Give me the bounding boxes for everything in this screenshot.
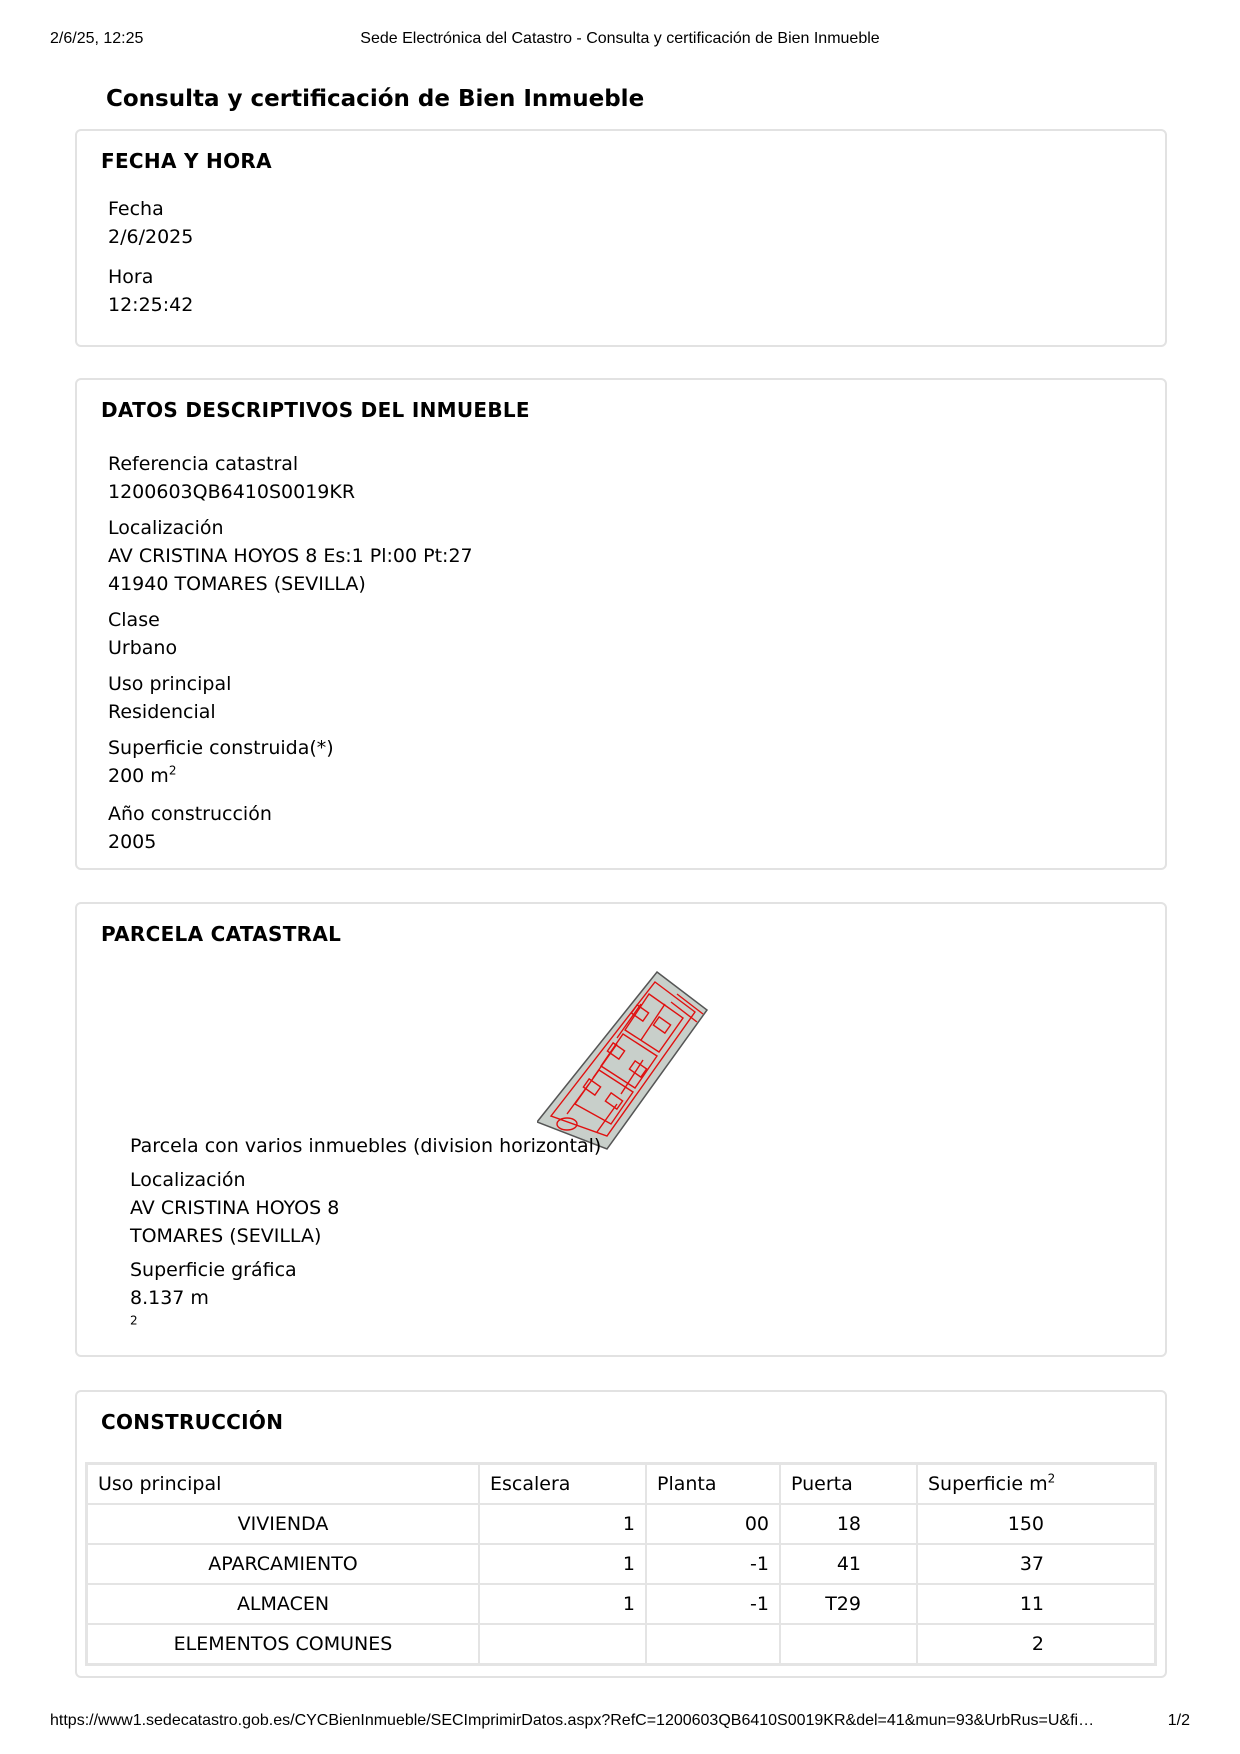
fecha-hora-card	[75, 129, 1167, 347]
cell-planta: -1	[647, 1585, 781, 1625]
parcela-note-field	[130, 1132, 601, 1160]
localizacion-line2: 41940 TOMARES (SEVILLA)	[108, 573, 366, 595]
fecha-field	[108, 195, 193, 251]
col-planta: Planta	[647, 1465, 781, 1505]
superficie-field	[108, 734, 334, 790]
referencia-value: 1200603QB6410S0019KR	[108, 481, 356, 503]
localizacion-label: Localización	[108, 517, 224, 539]
anio-value: 2005	[108, 831, 157, 853]
cell-escalera: 1	[480, 1585, 647, 1625]
parcela-localizacion-line2: TOMARES (SEVILLA)	[130, 1225, 322, 1247]
parcela-localizacion-line1: AV CRISTINA HOYOS 8	[130, 1197, 340, 1219]
print-datetime: 2/6/25, 12:25	[50, 30, 144, 47]
localizacion-line1: AV CRISTINA HOYOS 8 Es:1 Pl:00 Pt:27	[108, 545, 473, 567]
cell-superficie: 37	[918, 1545, 1154, 1585]
uso-field	[108, 670, 231, 726]
cell-superficie: 150	[918, 1505, 1154, 1545]
page-title: Consulta y certificación de Bien Inmueble	[106, 86, 645, 112]
cell-planta: -1	[647, 1545, 781, 1585]
construccion-card	[75, 1390, 1167, 1678]
parcela-superficie-value: 8.137 m	[130, 1287, 209, 1309]
cell-puerta: 18	[781, 1505, 918, 1545]
hora-value: 12:25:42	[108, 294, 194, 316]
cell-uso: APARCAMIENTO	[88, 1545, 480, 1585]
cell-uso: ELEMENTOS COMUNES	[88, 1625, 480, 1663]
parcela-heading: PARCELA CATASTRAL	[101, 922, 342, 946]
clase-label: Clase	[108, 609, 160, 631]
superficie-unit-sup: 2	[168, 763, 177, 778]
parcela-superficie-label: Superficie gráfica	[130, 1259, 297, 1281]
print-url: https://www1.sedecatastro.gob.es/CYCBienInmueble/SECImprimirDatos.aspx?RefC=1200603QB6410S0019KR&del=41&mun=93&UrbRus=U&fi…	[50, 1712, 1095, 1729]
superficie-value-wrap	[108, 762, 334, 790]
col-puerta: Puerta	[781, 1465, 918, 1505]
parcela-superficie-field	[130, 1256, 297, 1340]
uso-label: Uso principal	[108, 673, 232, 695]
cell-escalera	[480, 1625, 647, 1663]
anio-label: Año construcción	[108, 803, 272, 825]
table-header-row	[88, 1465, 1154, 1505]
print-page-number: 1/2	[1167, 1712, 1190, 1729]
cell-superficie: 2	[1031, 1633, 1044, 1655]
cell-puerta: 41	[781, 1545, 918, 1585]
cell-uso: ALMACEN	[88, 1585, 480, 1625]
fecha-hora-heading: FECHA Y HORA	[101, 149, 272, 173]
datos-descriptivos-card	[75, 378, 1167, 870]
referencia-field	[108, 450, 355, 506]
parcela-localizacion-field	[130, 1166, 339, 1250]
parcela-superficie-unit-sup: 2	[130, 1313, 138, 1328]
parcela-note: Parcela con varios inmuebles (division horizontal)	[130, 1135, 602, 1157]
parcela-card	[75, 902, 1167, 1357]
hora-field	[108, 263, 193, 319]
print-footer	[50, 1712, 1190, 1736]
table-row	[88, 1545, 1154, 1585]
fecha-label: Fecha	[108, 198, 164, 220]
table-row	[88, 1625, 1154, 1663]
construccion-heading: CONSTRUCCIÓN	[101, 1410, 284, 1434]
col-uso-principal: Uso principal	[88, 1465, 480, 1505]
cell-planta: 00	[647, 1505, 781, 1545]
hora-label: Hora	[108, 266, 154, 288]
parcela-localizacion-label: Localización	[130, 1169, 246, 1191]
col-superficie-label: Superficie m	[928, 1473, 1048, 1495]
cell-superficie: 11	[918, 1585, 1154, 1625]
referencia-label: Referencia catastral	[108, 453, 299, 475]
clase-value: Urbano	[108, 637, 178, 659]
print-page-title: Sede Electrónica del Catastro - Consulta y certificación de Bien Inmueble	[360, 30, 880, 47]
cell-escalera: 1	[480, 1505, 647, 1545]
clase-field	[108, 606, 177, 662]
table-row	[88, 1505, 1154, 1545]
table-row	[88, 1585, 1154, 1625]
construccion-table	[85, 1462, 1157, 1666]
col-escalera: Escalera	[480, 1465, 647, 1505]
parcela-superficie-value-wrap	[130, 1284, 297, 1340]
col-superficie	[918, 1465, 1154, 1505]
cell-planta	[647, 1625, 781, 1663]
cell-escalera: 1	[480, 1545, 647, 1585]
cell-uso: VIVIENDA	[88, 1505, 480, 1545]
anio-field	[108, 800, 272, 856]
localizacion-field	[108, 514, 473, 598]
print-header	[50, 30, 1190, 54]
uso-value: Residencial	[108, 701, 216, 723]
superficie-label: Superficie construida(*)	[108, 737, 334, 759]
superficie-value: 200 m	[108, 765, 169, 787]
cell-puerta	[781, 1625, 918, 1663]
cell-puerta: T29	[781, 1585, 918, 1625]
fecha-value: 2/6/2025	[108, 226, 194, 248]
col-superficie-sup: 2	[1047, 1471, 1056, 1486]
datos-heading: DATOS DESCRIPTIVOS DEL INMUEBLE	[101, 398, 530, 422]
